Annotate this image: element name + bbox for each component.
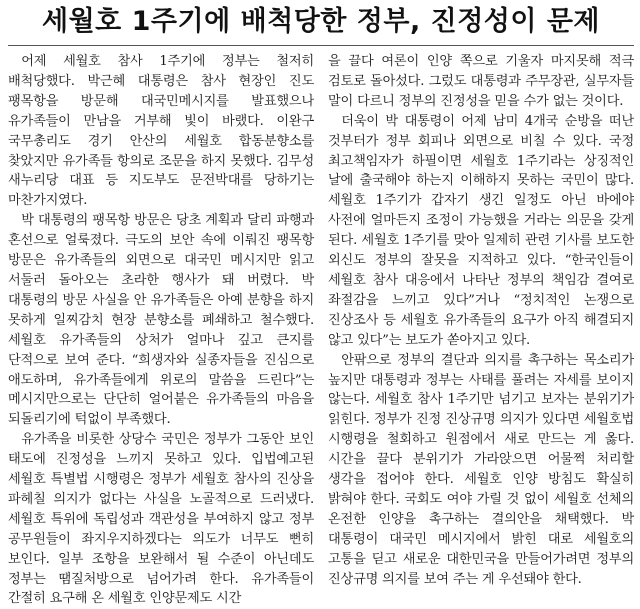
left-column [8, 52, 314, 609]
right-column [328, 52, 634, 609]
paragraph: 더욱이 박 대통령이 어제 남미 4개국 순방을 떠난 것부터가 정부 회피나 외면으로 비칠 수 있다. 국정 최고책임자가 하필이면 세월호 1주기라는 상징적인 날에 출국해야 하는지 이해하지 못하는 국민이 많다. 세월호 1주기가 갑자기 생긴 일정도 아닌 바에야 사전에 얼마든지 조정이 가능했을 거라는 의문을 갖게 된다. 세월호 1주기를 맞아 일제히 관련 기사를 보도한 외신도 정부의 잘못을 지적하고 있다. “한국인들이 세월호 참사 대응에서 나타난 정부의 책임감 결여로 좌절감을 느끼고 있다”거나 “정치적인 논쟁으로 진상조사 등 세월호 유가족들의 요구가 아직 해결되지 않고 있다”는 보도가 쏟아지고 있다. [328, 113, 634, 348]
paragraph: 안팎으로 정부의 결단과 의지를 촉구하는 목소리가 높지만 대통령과 정부는 사태를 풀려는 자세를 보이지 않는다. 세월호 참사 1주기만 넘기고 보자는 분위기가 읽힌다. 정부가 진정 진상규명 의지가 있다면 세월호법 시행령을 철회하고 원점에서 새로 만드는 게 옳다. 시간을 끌다 분위기가 가라앉으면 어물쩍 처리할 생각을 접어야 한다. 세월호 인양 방침도 확실히 밝혀야 한다. 국회도 여야 가릴 것 없이 세월호 선체의 온전한 인양을 촉구하는 결의안을 채택했다. 박 대통령이 대국민 메시지에서 밝힌 대로 세월호의 고통을 딛고 새로운 대한민국을 만들어가려면 정부의 진상규명 의지를 보여 주는 게 우선돼야 한다. [328, 352, 634, 587]
paragraph: 유가족을 비롯한 상당수 국민은 정부가 그동안 보인 태도에 진정성을 느끼지 못하고 있다. 입법예고된 세월호 특별법 시행령은 정부가 세월호 참사의 진상을 파헤칠 의지가 없다는 사실을 노골적으로 드러냈다. 세월호 특위에 독립성과 객관성을 부여하지 않고 정부 공무원들이 좌지우지하겠다는 의도가 너무도 뻔히 보인다. 일부 조항을 보완해서 될 수준이 아닌데도 정부는 땜질처방으로 넘어가려 한다. 유가족들이 간절히 요구해 온 세월호 인양문제도 시간 [8, 432, 314, 607]
paragraph: 박 대통령의 팽목항 방문은 당초 계획과 달리 파행과 혼선으로 얼룩졌다. 극도의 보안 속에 이뤄진 팽목항 방문은 유가족들의 외면으로 대국민 메시지만 읽고 서둘러 돌아오는 초라한 행사가 돼 버렸다. 박 대통령의 방문 사실을 안 유가족들은 아예 분향을 하지 못하게 일찌감치 현장 분향소를 폐쇄하고 철수했다. 세월호 유가족들의 상처가 얼마나 깊고 큰지를 단적으로 보여 준다. “희생자와 실종자들을 진심으로 애도하며, 유가족들에게 위로의 말씀을 드린다”는 메시지만으로는 단단히 얼어붙은 유가족들의 마음을 되돌리기에 턱없이 부족했다. [8, 213, 314, 428]
article-headline: 세월호 1주기에 배척당한 정부, 진정성이 문제 [41, 6, 601, 37]
article-body [8, 52, 634, 609]
paragraph: 어제 세월호 참사 1주기에 정부는 철저히 배척당했다. 박근혜 대통령은 참사 현장인 진도 팽목항을 방문해 대국민메시지를 발표했으나 유가족들이 만남을 거부해 빛이 바랬다. 이완구 국무총리도 경기 안산의 세월호 합동분향소를 찾았지만 유가족들 항의로 조문을 하지 못했다. 김무성 새누리당 대표 등 지도부도 문전박대를 당하기는 마찬가지였다. [8, 54, 314, 209]
headline-divider [8, 45, 634, 46]
paragraph-continued: 을 끌다 여론이 인양 쪽으로 기울자 마지못해 적극 검토로 돌아섰다. 그렀도 대통령과 주무장관, 실무자들 말이 다르니 정부의 진정성을 믿을 수가 없는 것이다. [328, 54, 634, 109]
